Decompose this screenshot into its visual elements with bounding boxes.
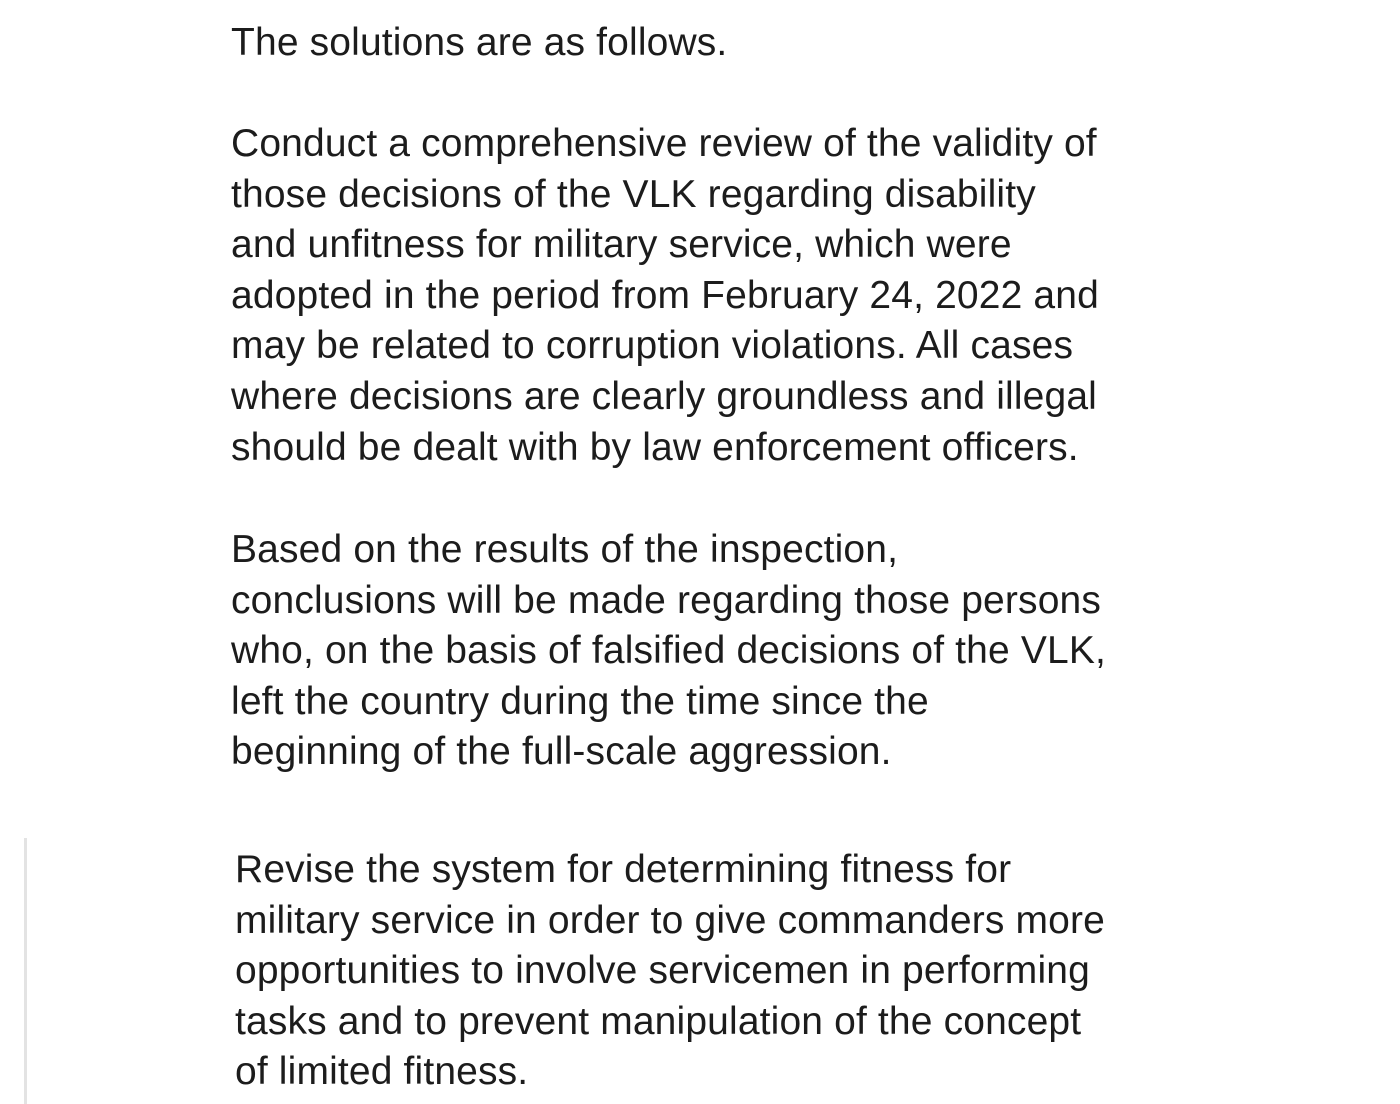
paragraph-review: Conduct a comprehensive review of the validity of those decisions of the VLK regarding disability and unfitness for military service, which were adopted in the period from February 24, 2022 and may be related to corruption violations. All cases where decisions are clearly groundless and illegal should be dealt with by law enforcement officers.	[231, 122, 1099, 469]
blockquote-bar	[24, 838, 27, 1104]
intro-text: The solutions are as follows.	[231, 21, 728, 64]
paragraph-conclusions: Based on the results of the inspection, conclusions will be made regarding those persons who, on the basis of falsified decisions of the VLK, left the country during the time since the beginning of the full-scale aggression.	[231, 528, 1106, 774]
paragraph-revise-system: Revise the system for determining fitness for military service in order to give commanders more opportunities to involve servicemen in performing tasks and to prevent manipulation of the concept of limited fitness.	[235, 848, 1105, 1094]
